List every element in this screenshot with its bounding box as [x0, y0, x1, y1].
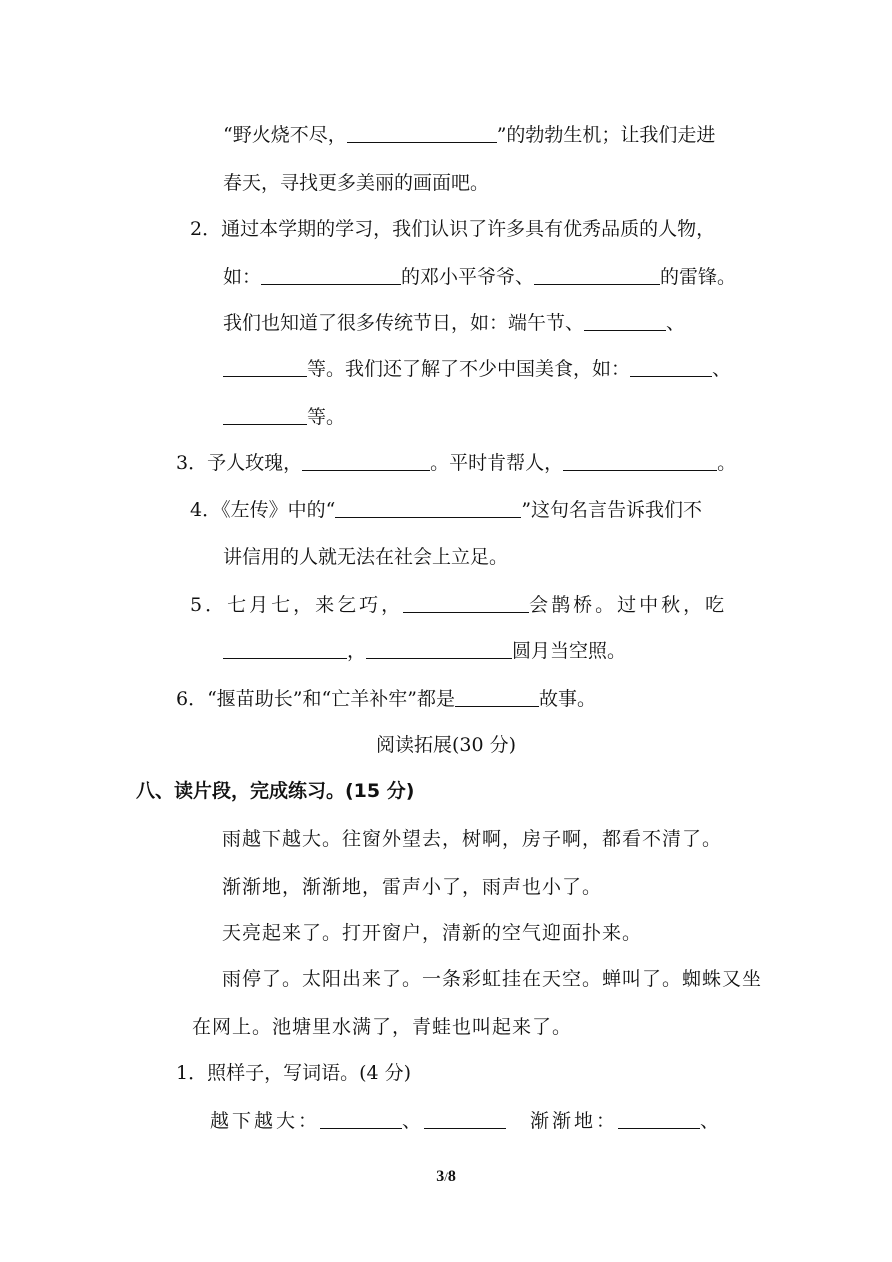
q5-text-d: 圆月当空照。 — [512, 640, 627, 662]
part8-q1-line — [210, 1108, 722, 1134]
answer-blank — [455, 688, 539, 707]
q5-text-c: ， — [347, 640, 367, 662]
q5-line-1 — [190, 592, 727, 618]
passage-line-5: 在网上。池塘里水满了，青蛙也叫起来了。 — [192, 1016, 573, 1038]
q5-text-a: 5．七月七，来乞巧， — [190, 594, 404, 616]
answer-blank — [347, 124, 497, 143]
answer-blank — [584, 312, 666, 331]
q2-text-b: 的邓小平爷爷、 — [401, 266, 535, 288]
q5-text-b: 会鹊桥。过中秋，吃 — [529, 594, 728, 616]
passage-line-2: 渐渐地，渐渐地，雷声小了，雨声也小了。 — [222, 876, 603, 898]
q4-text-b: ”这句名言告诉我们不 — [521, 499, 703, 521]
q3-text-a: 3．予人玫瑰， — [176, 452, 303, 474]
q2-text-c: 的雷锋。 — [660, 266, 737, 288]
q4-line-1 — [190, 497, 702, 523]
q1-line-1 — [223, 122, 715, 148]
page-slash: / — [444, 1169, 448, 1184]
q2-text-h: 等。 — [307, 406, 346, 428]
answer-blank — [424, 1110, 506, 1129]
q1-line-2: 春天，寻找更多美丽的画面吧。 — [223, 172, 490, 194]
q5-line-2 — [223, 638, 626, 664]
q3-text-c: 。 — [717, 452, 737, 474]
q1-example-b: 渐渐地： — [530, 1110, 619, 1132]
q2-line-3 — [223, 310, 685, 336]
answer-blank — [223, 358, 307, 377]
answer-blank — [261, 266, 401, 285]
q1-end: 、 — [700, 1110, 723, 1132]
answer-blank — [223, 406, 307, 425]
part8-q1-title: 1．照样子，写词语。(4 分) — [176, 1062, 412, 1084]
answer-blank — [618, 1110, 700, 1129]
q2-line-2 — [223, 264, 736, 290]
q1-text-b: ”的勃勃生机；让我们走进 — [496, 124, 716, 146]
q2-line-5 — [223, 404, 345, 430]
q2-line-1: 2．通过本学期的学习，我们认识了许多具有优秀品质的人物， — [190, 218, 716, 240]
q2-text-d: 我们也知道了很多传统节日，如：端午节、 — [223, 312, 585, 334]
q2-text-f: 等。我们还了解了不少中国美食，如： — [307, 358, 631, 380]
answer-blank — [366, 640, 512, 659]
q6-text-a: 6．“揠苗助长”和“亡羊补牢”都是 — [176, 688, 455, 710]
answer-blank — [302, 452, 430, 471]
passage-line-1: 雨越下越大。往窗外望去，树啊，房子啊，都看不清了。 — [222, 828, 723, 850]
q2-line-4 — [223, 356, 731, 382]
q4-line-2: 讲信用的人就无法在社会上立足。 — [223, 546, 509, 568]
passage-line-4: 雨停了。太阳出来了。一条彩虹挂在天空。蝉叫了。蜘蛛又坐 — [222, 968, 763, 990]
passage-line-3: 天亮起来了。打开窗户，清新的空气迎面扑来。 — [222, 922, 643, 944]
q4-text-a: 4．《左传》中的“ — [190, 499, 336, 521]
q1-sep: 、 — [402, 1110, 425, 1132]
answer-blank — [403, 594, 529, 613]
answer-blank — [320, 1110, 402, 1129]
q3-text-b: 。平时肯帮人， — [430, 452, 564, 474]
part8-heading: 八、读片段，完成练习。(15 分) — [136, 780, 415, 802]
answer-blank — [563, 452, 717, 471]
q1-example-a: 越下越大： — [210, 1110, 321, 1132]
answer-blank — [335, 499, 521, 518]
q2-text-e: 、 — [666, 312, 686, 334]
current-page: 3 — [436, 1168, 445, 1185]
answer-blank — [630, 358, 712, 377]
q1-text-a: “野火烧不尽， — [223, 124, 347, 146]
page-number — [0, 1168, 892, 1186]
total-pages: 8 — [447, 1168, 456, 1185]
q2-text-g: 、 — [712, 358, 732, 380]
q3-line — [176, 450, 736, 476]
q6-text-b: 故事。 — [538, 688, 596, 710]
answer-blank — [534, 266, 660, 285]
section-title: 阅读拓展(30 分) — [375, 734, 517, 756]
q6-line — [176, 686, 596, 712]
answer-blank — [223, 640, 347, 659]
q2-text-a: 如： — [223, 266, 262, 288]
